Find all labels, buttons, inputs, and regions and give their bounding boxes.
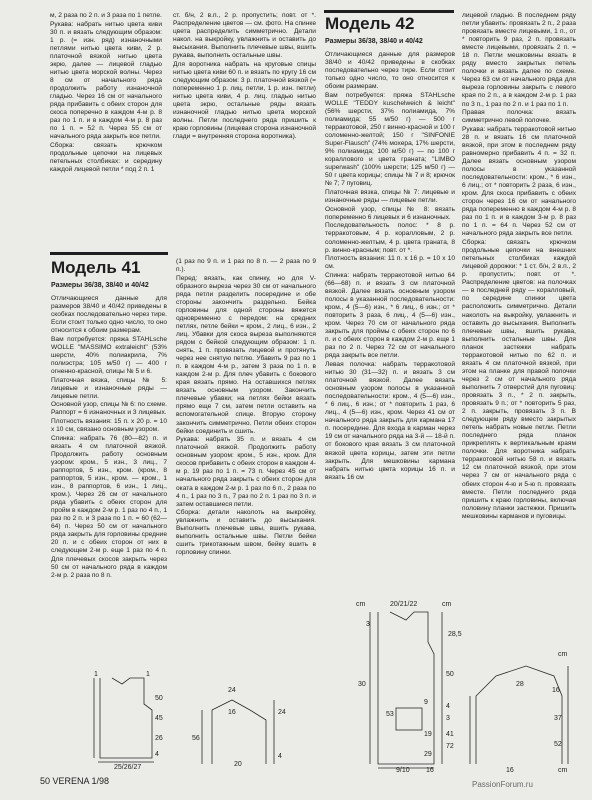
- model41-rule: [50, 252, 168, 255]
- paragraph: Плотность вязания: 11 п. х 16 р. = 10 х 10 см.: [325, 255, 455, 271]
- diagram-label: 52: [554, 741, 562, 748]
- diagram-label: 25/26/27: [114, 764, 142, 771]
- top-left-column: [50, 12, 162, 175]
- diagram-label: 28,5: [448, 631, 462, 638]
- model41-title: Модель 41: [51, 258, 141, 277]
- paragraph: Сборка: связать крючком продольные цепочки на лицевых петельных столбиках: и середину каждой лицевой петли * под 2 п. 1: [50, 141, 162, 174]
- paragraph: Платочная вязка, спицы № 5: лицевые и изнаночные ряды — лицевые петли.: [51, 376, 167, 400]
- paragraph: ст. б/н, 2 в.п., 2 р. пропустить; повт. от *. Распределение цветов — см. фото. На спинке цвета распределить симметрично. Детали накол. на выкройку, увлажнить и оставить до высыхания. Выполнить плечевые швы, вшить рукава, выполнить остальные швы.: [173, 12, 316, 60]
- diagram-label: 24: [278, 709, 286, 716]
- diagram-label: cm: [558, 651, 568, 658]
- diagram-label: 72: [446, 743, 454, 750]
- model42-rule: [324, 10, 454, 13]
- diagram-label: cm: [356, 601, 366, 608]
- paragraph: Сборка: связать крючком продольные цепочки на внешних петельных столбиках каждой лицевой дорожки: * 1 ст. б/н, 2 в.п., 2 р. пропустить; повт. от *. Распределение цветов: на полочках — в последней ряду — коралловый, по середине спинки цвета расположить симметрично. Детали наколоть на выкройку, увлажнить и оставить до высыхания. Выполнить плечевые швы, вшить рукава, выполнить остальные швы. Для планок застежки набрать терракотовой нитью по 62 п. и вязать 4 см платочной вязкой, при этом на планке для правой полочки через 2 см от начального ряда выполнить 7 отверстий для пуговиц: провязать 3 п., * 2 п. закрыть, провязать 9 п.; от * повторить 5 раз, 2 п. закрыть, провязать 3 п. В следующем ряду вместо закрытых петель набрать новые петли. Петли последнего ряда планок прикреплять к вертикальным краям полочки. Для воротника набрать терракотовой нитью 58 п. и вязать 12 см платочной вязкой, при этом через 7 см от начального ряда с обеих сторон 4-ю и 5-ю п. провязать вместе. Петли последнего ряда пришить к краю горловины, включая половину планки застежки. Пришить мешковины карманов и пуговицы.: [462, 239, 576, 520]
- diagram-label: 37: [554, 715, 562, 722]
- paragraph: Левая полочка: набрать терракотовой нитью 30 (31—32) п. и вязать 3 см платочной вязкой. Далее вязать основным узором полосы в указанной последовательности: кром., 4 (5—6) изн., * 6 лиц., 6 изн.; от * повторить 1 раз, 6 лиц., 4 (5—6) изн., кром. Через 41 см от начального ряда закрыть для кармана 17 п. посередине. Для входа в карман через 19 см от начального ряда на 3-й — 18-й п. от бокового края вязать 3 см платочной вязкой цвета корицы, затем эти петли закрыть. Для мешковины кармана набрать нитью цвета корицы 16 п. и вязать 16 см: [325, 360, 455, 481]
- diagram-label: 41: [446, 731, 454, 738]
- diagram-label: 53: [386, 711, 394, 718]
- page-footer: 50 VERENA 1/98: [40, 776, 110, 786]
- paragraph: Основной узор, спицы № 8: вязать попеременно 6 лицевых и 6 изнаночных.: [325, 205, 455, 221]
- model41-sizes: Размеры 36/38, 38/40 и 40/42: [51, 282, 149, 289]
- diagram-label: 9/10: [396, 767, 410, 774]
- paragraph: Вам потребуется: пряжа STAHLsche WOLLE "TEDDY kuschelweich & leicht" (56% шерсти, 37% полиамида, 7% полиамида; 55 м/50 г) — 500 г терракотовой, 250 г винно-красной и 100 г соломенно-желтой; 150 г "SINFONIE Super-Flausch" (74% мохера, 17% шерсти, 9% полиамида; 100 м/50 г) — по 100 г кораллового и цвета граната; "LIMBO superwash" (100% шерсти; 125 м/50 г) — 50 г цвета корицы; спицы № 7 и 8; крючок № 7; 7 пуговиц.: [325, 91, 455, 188]
- top-middle-column: [173, 12, 316, 142]
- paragraph: Рукава: набрать 35 п. и вязать 4 см платочной вязкой. Продолжить работу основным узором: кром., 5 изн., кром. Для скосов прибавить с обеих сторон в каждом 4-м р. 19 раз по 1 п. = 73 п. Через 45 см от начального ряда закрыть с обеих сторон для оката в каждом 2-м р. 1 раз по 6 п., 2 раза по 4 п., 1 раз по 3 п., 7 раз по 2 п. 1 раз по 3 п. и затем оставшиеся петли.: [176, 436, 316, 508]
- paragraph: Основной узор, спицы № 6: по схеме. Раппорт = 6 изнаночных и 3 лицевых.: [51, 401, 167, 417]
- diagram-label: cm: [442, 601, 452, 608]
- model41-column-1: [51, 282, 167, 580]
- paragraph: Спинка: набрать 76 (80—82) п. и вязать 4 см платочной вязкой. Продолжить работу основным узором: кром., 5 изн., 3 лиц., 7 раппортов, 5 изн., кром. (кром., 8 раппортов, 5 изн., кром. — кром., 1 изн., 8 раппортов, 6 изн., 1 лиц., кром.). Через 26 см от начального ряда убавить с обеих сторон для пройм в каждом 2-м р. 1 раз по 4 п., 1 раз по 2 п. и 3 раза по 1 п. = 60 (62—64) п. Через 50 см от начального ряда закрыть для горловины средние 20 п. и с обеих сторон от них в следующем 2-м р. еще 1 раз по 4 п. Для плечевых скосов закрыть через 50 см от начального ряда в каждом 2-м р. 2 раза по 8 п.: [51, 434, 167, 579]
- diagram-label: 20: [234, 761, 242, 768]
- paragraph: Для воротника набрать на круговые спицы нитью цвета киви 60 п. и вязать по кругу 16 см следующим образом: 3 р. платочной вязкой (= попеременно 1 р. лиц. петли, 1 р. изн. петли) нитью цвета киви, 4 р. лиц. гладью нитью цвета экрю, остальные ряды вязать изнаночной гладью нитью цвета морской волны. Петли последнего ряда пришить к краю горловины (лицевая сторона изнаночной глади = внутренняя сторона воротника).: [173, 60, 316, 141]
- diagram-label: 20/21/22: [390, 601, 418, 608]
- model42-column-2: [462, 12, 576, 521]
- model42-title: Модель 42: [325, 14, 415, 33]
- diagram-label: 28: [516, 681, 524, 688]
- diagram-label: cm: [558, 767, 568, 774]
- diagram-label: 9: [424, 699, 428, 706]
- paragraph: м, 2 раза по 2 п. и 3 раза по 1 петле.: [50, 12, 162, 19]
- diagram-label: 29: [424, 751, 432, 758]
- diagram-label: 16: [426, 767, 434, 774]
- body-outline: [100, 678, 152, 758]
- paragraph: Сборка: детали наколоть на выкройку, увлажнить и оставить до высыхания. Выполнить плечевые швы, вшить рукава, выполнить остальные швы. Петли бейки сшить трикотажным швом, бейку вшить в горловину спинки.: [176, 509, 316, 557]
- model41-pattern-diagram: [52, 670, 324, 770]
- model41-column-2: [176, 258, 316, 558]
- paragraph: лицевой гладью. В последнем ряду петли убавить: провязать 2 п., 2 раза провязать вместе лицевыми, 1 п., от * повторить 9 раз, 2 п. провязать вместе лицевыми, провязать 2 п. = 18 п. Петли мешковины вязать в ряду вместо закрытых петель полочки и вязать далее по схеме. Через 63 см от начального ряда для выреза горловины закрыть с левого края по 2 п., а в каждом 2-м р. 1 раз по 3 п., 1 раз по 2 п. и 1 раз по 1 п.: [462, 12, 576, 108]
- diagram-label: 3: [366, 621, 370, 628]
- paragraph: Плотность вязания: 15 п. х 20 р. = 10 х 10 см, связано основным узором.: [51, 418, 167, 434]
- diagram-label: 16: [228, 709, 236, 716]
- paragraph: Перед: вязать, как спинку, но для V-образного выреза через 30 см от начального ряда петли разделить посередине и обе стороны закончить раздельно. Бейка горловины для одной стороны вяжется одновременно с передом: на средних петлях, петле бейки = кром., 2 лиц., 6 изн., 2 лиц. Убавки для скоса выреза выполняются рядом с бейкой следующим образом: 1 п. снять, 1 п. провязать лицевой и протянуть через нее снятую петлю. Убавить 9 раз по 1 п. в каждом 4-м р., затем 3 раза по 1 п. в каждом 2-м р. Для плеч убавить с бокового края вязать прямо. На оставшихся петлях вязать основным узором. Закончить плечевые убавки; на петлях бейки вязать прямо еще 7 см, затем петли оставить на вспомогательной спице. Вторую сторону закончить симметрично. Петли обеих сторон бейки соединить и сшить.: [176, 274, 316, 435]
- paragraph: (1 раз по 9 п. и 1 раз по 8 п. — 2 раза по 9 п.).: [176, 258, 316, 274]
- front-outline: [378, 612, 434, 764]
- watermark: PassionForum.ru: [472, 780, 533, 789]
- paragraph: Спинка: набрать терракотовой нитью 64 (66—68) п. и вязать 3 см платочной вязкой. Далее вязать основным узором полосы в указанной последовательности: кром., 4 (5—6) изн., * 6 лиц., 6 изн.; от * повторить 3 раза, 6 лиц., 4 (5—6) изн., кром. Через 70 см от начального ряда закрыть для проймы с обеих сторон по 6 п. и с обеих сторон в каждом 2-м р. еще 1 раз по 2 п. Через 72 см от начального ряда закрыть все петли.: [325, 271, 455, 360]
- diagram-label: 4: [278, 753, 282, 760]
- diagram-label: 19: [424, 731, 432, 738]
- sleeve-outline: [212, 700, 266, 764]
- paragraph: Вам потребуется: пряжа STAHLsche WOLLE "MASSIMO extraleicht" (53% шерсти, 40% полиакрила, 7% полиэстра; 105 м/50 г) — 400 г огненно-красной, спицы № 5 и 6.: [51, 335, 167, 376]
- diagram-label: 3: [446, 715, 450, 722]
- paragraph: Рукава: набрать нитью цвета киви 30 п. и вязать следующим образом: 1 р. (= изн. ряд) изнаночными петлями нитью цвета киви, 2 р. платочной вязкой нитью цвета экрю, далее — лицевой гладью нитью цвета морской волны. Через 8 см от начального ряда продолжить работу изнаночной гладью. Через 16 см от начального ряда прибавить с обеих сторон для скоса поперечно в каждом 4-м р. 8 раз по 1 п. и в каждом 4-м р. 8 раз по 1 п. = 52 п. Через 55 см от начального ряда закрыть все петли.: [50, 20, 162, 141]
- diagram-label: 1: [146, 671, 150, 678]
- diagram-label: 50: [446, 671, 454, 678]
- diagram-label: 16: [506, 767, 514, 774]
- paragraph: Платочная вязка, спицы № 7: лицевые и изнаночные ряды — лицевые петли.: [325, 189, 455, 205]
- model42-sizes: Размеры 36/38, 38/40 и 40/42: [325, 38, 423, 45]
- paragraph: Правая полочка: вязать симметрично левой полочке.: [462, 109, 576, 125]
- paragraph: Рукава: набрать терракотовой нитью 28 п. и вязать 16 см платочной вязкой, при этом в последнем ряду равномерно прибавить 4 п. = 32 п. Далее вязать основным узором полосы в указанной последовательности: кром., * 6 изн., 6 лиц.; от * повторить 2 раза, 6 изн., кром. Для скоса прибавить с обеих сторон через 16 см от начального ряда попеременно в каждом 4-м р. 8 раз по 1 п. и в каждом 3-м р. 8 раз по 1 п. = 64 п. Через 52 см от начального ряда закрыть все петли.: [462, 125, 576, 238]
- diagram-label: 4: [155, 751, 159, 758]
- diagram-label: 50: [155, 695, 163, 702]
- diagram-label: 45: [155, 715, 163, 722]
- diagram-label: 56: [192, 735, 200, 742]
- paragraph: Последовательность полос: * 8 р. терракотовым, 4 р. коралловым, 2 р. соломенно-желтым, 4 р. цвета граната, 8 р. винно-красным; повт. от *.: [325, 222, 455, 254]
- diagram-label: 26: [155, 735, 163, 742]
- paragraph: Отличающиеся данные для размеров 38/40 и 40/42 приведены в скобках последовательно через тире. Если стоит только одно число, то оно относится к обоим размерам.: [51, 295, 167, 335]
- model42-column-1: [325, 38, 455, 482]
- diagram-label: 4: [446, 703, 450, 710]
- diagram-label: 16: [552, 687, 560, 694]
- diagram-label: 30: [358, 681, 366, 688]
- paragraph: Отличающиеся данные для размеров 38/40 и 40/42 приведены в скобках последовательно через тире. Если стоит только одно число, то оно относится к обоим размерам.: [325, 51, 455, 91]
- diagram-label: 1: [94, 671, 98, 678]
- model42-pattern-diagram: [326, 596, 576, 774]
- diagram-label: 24: [228, 687, 236, 694]
